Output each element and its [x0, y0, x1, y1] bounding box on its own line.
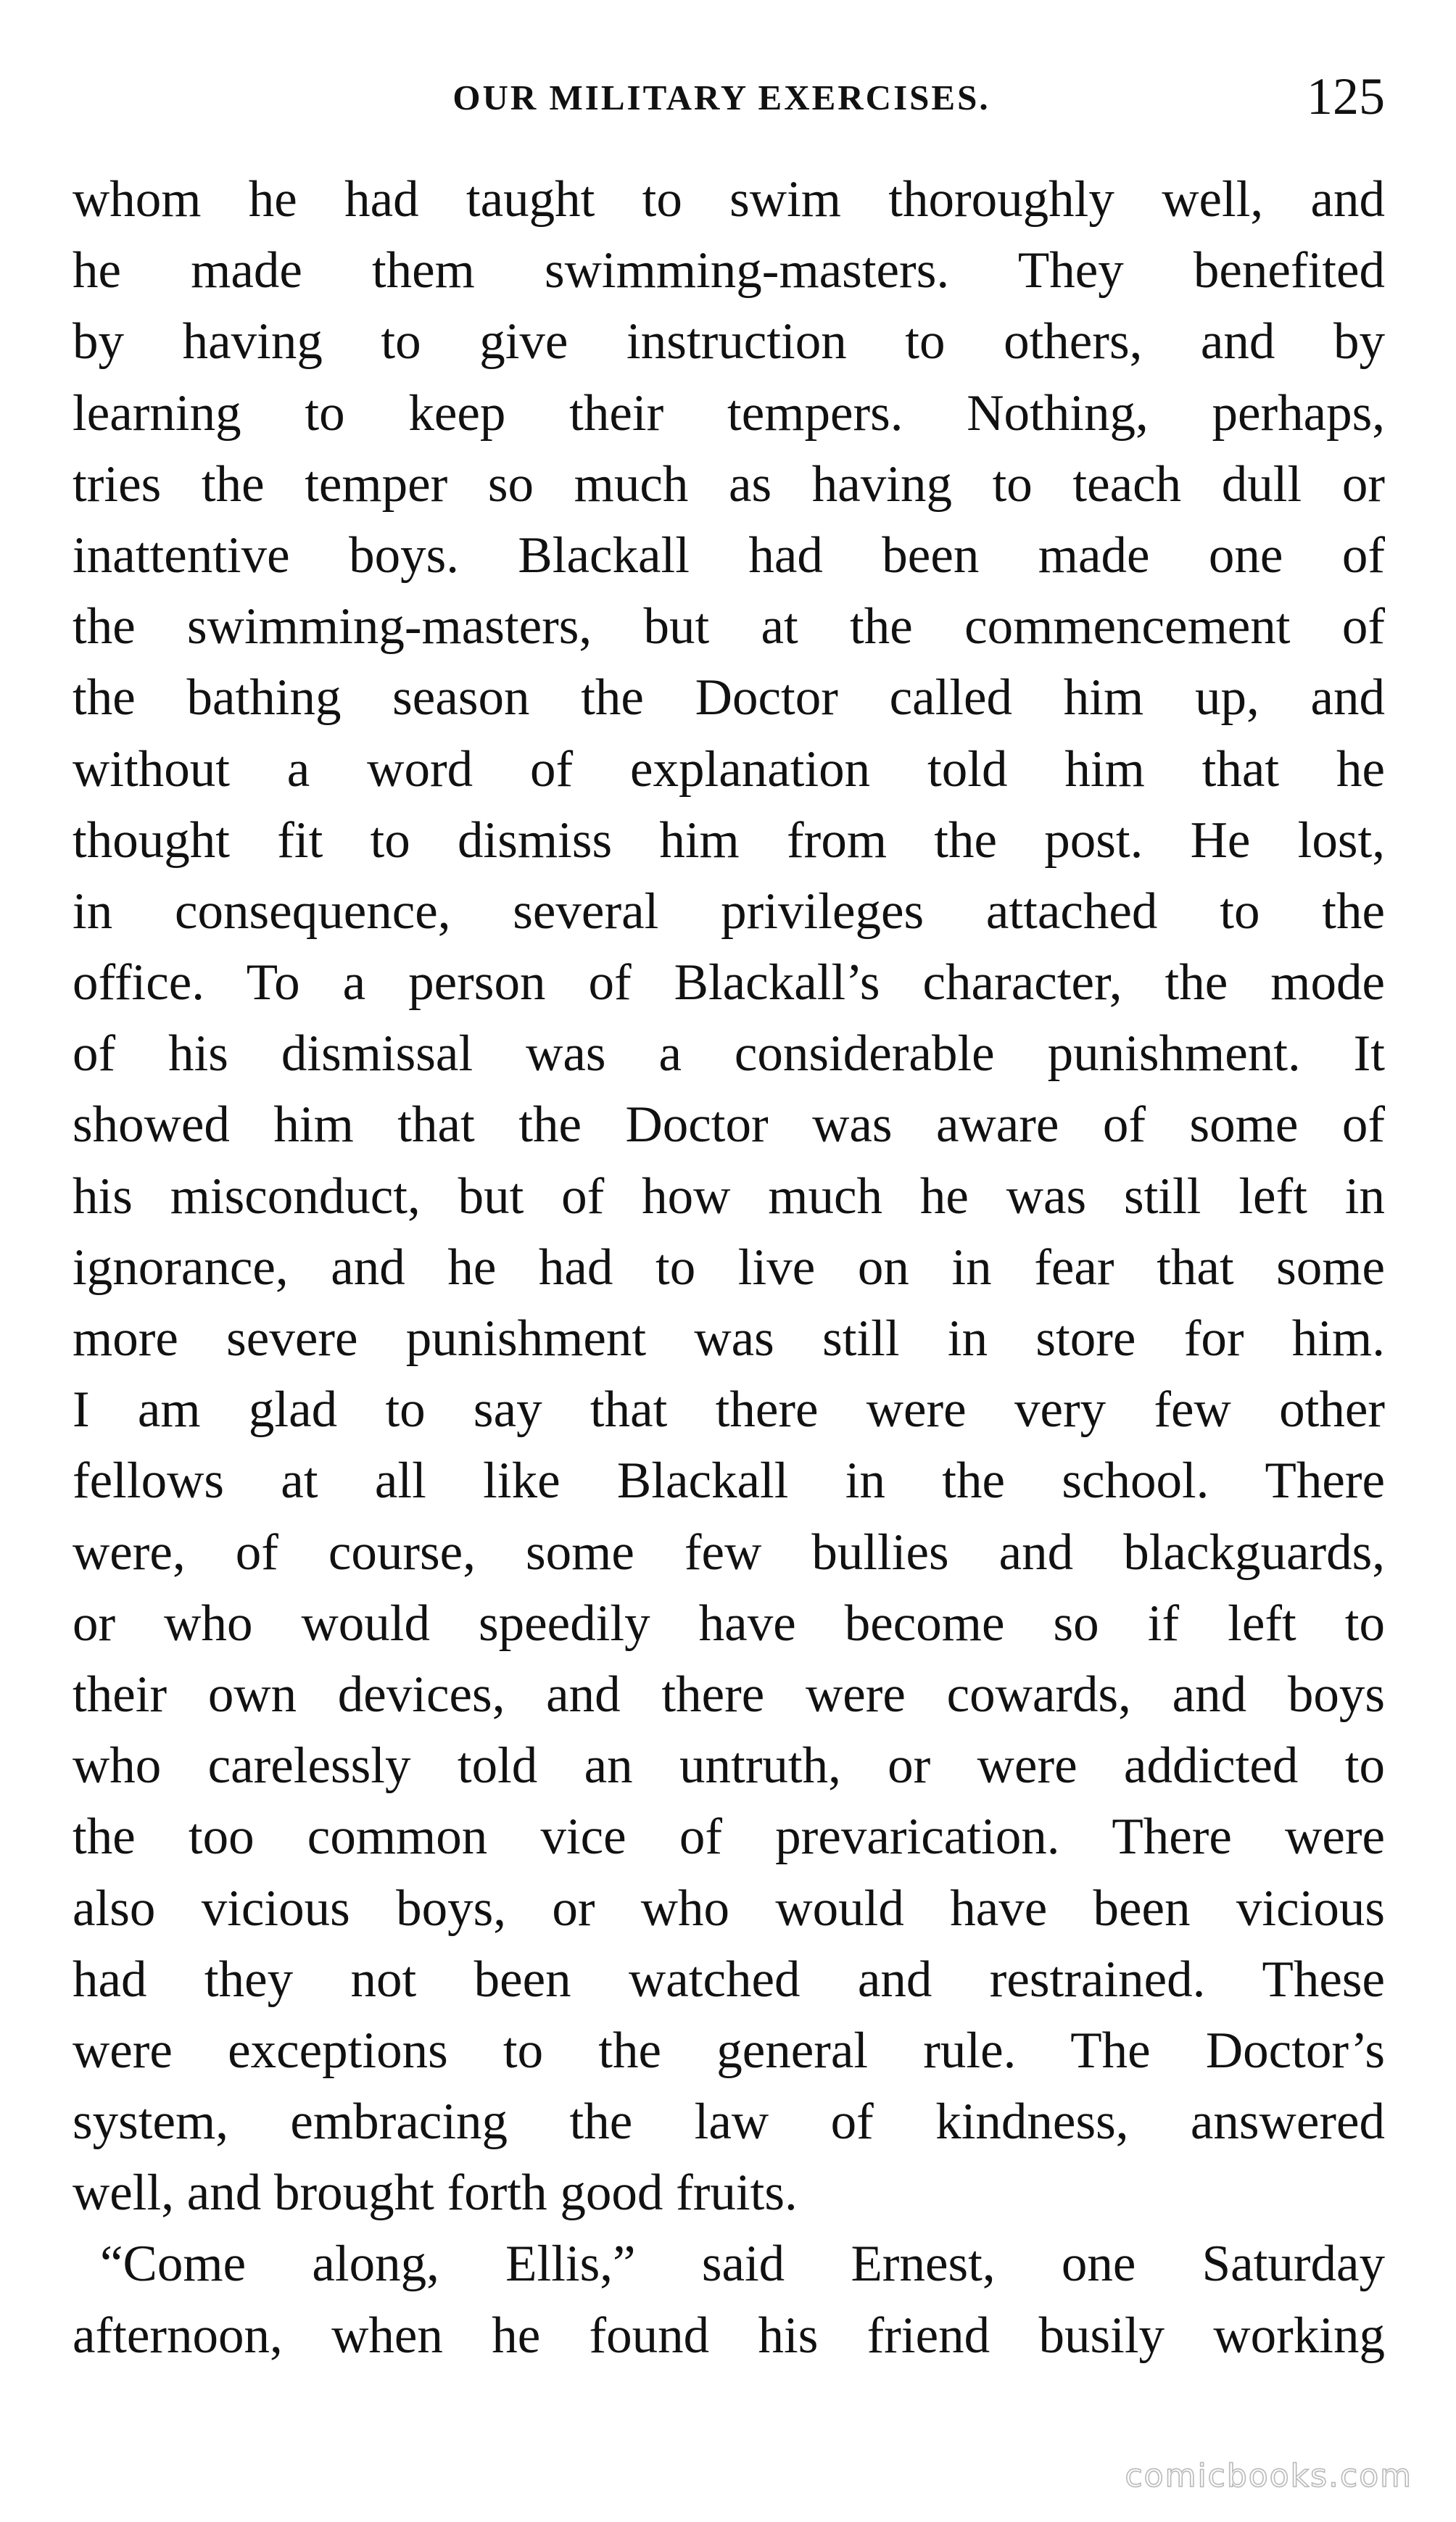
text-line: learning to keep their tempers. Nothing, perhaps,: [73, 384, 1385, 442]
text-line: by having to give instruction to others, and by: [73, 313, 1385, 371]
text-line: of his dismissal was a considerable punishment. It: [73, 1025, 1385, 1083]
running-title: OUR MILITARY EXERCISES.: [452, 78, 990, 117]
text-line: thought fit to dismiss him from the post. He lost,: [73, 811, 1385, 869]
text-line: who carelessly told an untruth, or were addicted to: [73, 1737, 1385, 1795]
text-line: whom he had taught to swim thoroughly well, and: [73, 171, 1385, 228]
body-text: [73, 164, 1385, 2371]
running-header: [73, 64, 1385, 129]
text-line: I am glad to say that there were very few other: [73, 1381, 1385, 1439]
text-line: had they not been watched and restrained. These: [73, 1951, 1385, 2008]
text-line: also vicious boys, or who would have been vicious: [73, 1880, 1385, 1937]
text-line: were, of course, some few bullies and blackguards,: [73, 1523, 1385, 1581]
text-line: the swimming-masters, but at the commencement of: [73, 598, 1385, 656]
text-line: office. To a person of Blackall’s character, the mode: [73, 954, 1385, 1012]
text-line: more severe punishment was still in store for him.: [73, 1310, 1385, 1367]
paragraph-start-line: “Come along, Ellis,” said Ernest, one Saturday: [100, 2236, 1385, 2293]
text-line: he made them swimming-masters. They benefited: [73, 242, 1385, 299]
text-line: afternoon, when he found his friend busily working: [73, 2307, 1385, 2364]
watermark: comicbooks.com: [1125, 2457, 1412, 2494]
text-line: the too common vice of prevarication. There were: [73, 1808, 1385, 1866]
text-line: the bathing season the Doctor called him up, and: [73, 669, 1385, 727]
text-line: were exceptions to the general rule. The Doctor’s: [73, 2022, 1385, 2079]
text-line: in consequence, several privileges attached to the: [73, 882, 1385, 940]
paragraph-end-line: well, and brought forth good fruits.: [73, 2165, 798, 2222]
text-line: or who would speedily have become so if left to: [73, 1595, 1385, 1652]
page-number: 125: [1307, 67, 1385, 125]
text-line: tries the temper so much as having to teach dull or: [73, 455, 1385, 513]
text-line: without a word of explanation told him that he: [73, 740, 1385, 798]
text-line: inattentive boys. Blackall had been made one of: [73, 526, 1385, 584]
text-line: showed him that the Doctor was aware of some of: [73, 1096, 1385, 1154]
text-line: his misconduct, but of how much he was still left in: [73, 1167, 1385, 1225]
text-line: their own devices, and there were cowards, and boys: [73, 1666, 1385, 1723]
text-line: fellows at all like Blackall in the school. There: [73, 1452, 1385, 1510]
text-line: ignorance, and he had to live on in fear that some: [73, 1239, 1385, 1296]
text-line: system, embracing the law of kindness, answered: [73, 2093, 1385, 2151]
